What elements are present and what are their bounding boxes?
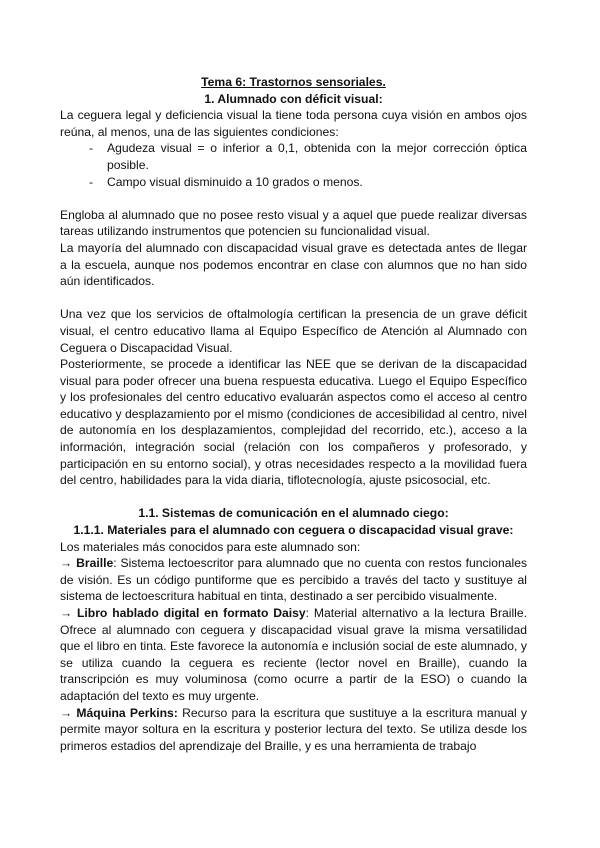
material-term: Máquina Perkins: <box>76 705 178 720</box>
list-item <box>60 174 527 191</box>
condition-text: Agudeza visual = o inferior a 0,1, obtenida con la mejor corrección óptica posible. <box>107 141 527 172</box>
intro-paragraph: La ceguera legal y deficiencia visual la tiene toda persona cuya visión en ambos ojos reúna, al menos, una de las siguientes condiciones: <box>60 108 527 139</box>
paragraph-posteriormente: Posteriormente, se procede a identificar las NEE que se derivan de la discapacidad visual para poder ofrecer una buena respuesta educativa. Luego el Equipo Específico y los profesionales del centro educativo evaluarán aspectos como el acceso al centro educativo y desplazamiento por el mismo (condiciones de accesibilidad al centro, nivel de autonomía en los desplazamientos, complejidad del recorrido, etc.), acceso a la información, integración social (relación con los compañeros y profesorado, y participación en su entorno social), y otras necesidades respecto a la movilidad fuera del centro, habilidades para la vida diaria, tiflotecnología, ajuste psicosocial, etc. <box>60 357 527 488</box>
material-braille: → Braille: Sistema lectoescritor para alumnado que no cuenta con restos funcionales de visión. Es un código puntiforme que es percibido a través del tacto y sustituye al sistema de lectoescritura habitual en tinta, destinado a ser percibido visualmente. <box>60 556 528 604</box>
material-desc: Material alternativo a la lectura Braille. Ofrece al alumnado con ceguera y discapacidad visual grave la misma versatilidad que el libro en tinta. Este favorece la autonomía e inclusión social de este alumnado, y se utiliza cuando la ceguera es reciente (lector novel en Braille), cuando la transcripción es muy voluminosa (como ocurre a partir de la ESO) o cuando la adaptación del texto es muy urgente. <box>60 606 527 703</box>
document-title: Tema 6: Trastornos sensoriales. <box>201 75 386 89</box>
section-heading-1-1-1: 1.1.1. Materiales para el alumnado con ceguera o discapacidad visual grave: <box>73 523 514 538</box>
section-heading-1: 1. Alumnado con déficit visual: <box>204 91 383 106</box>
paragraph-oftalmologia: Una vez que los servicios de oftalmología certifican la presencia de un grave déficit visual, el centro educativo llama al Equipo Específico de Atención al Alumnado con Ceguera o Discapacidad Visual. <box>60 307 527 355</box>
section-heading-1-1: 1.1. Sistemas de comunicación en el alumnado ciego: <box>138 506 449 521</box>
document-page <box>60 74 527 754</box>
materials-intro: Los materiales más conocidos para este alumnado son: <box>60 539 361 554</box>
arrow-icon: → <box>60 606 73 620</box>
dash-bullet: - <box>89 174 94 189</box>
conditions-list <box>60 140 527 190</box>
material-desc: Recurso para la escritura que sustituye a la escritura manual y permite mayor soltura en la escritura y posterior lectura del texto. Se utiliza desde los primeros estadios del aprendizaje del Braille, y es una herramienta de trabajo <box>60 705 527 753</box>
material-perkins <box>60 705 527 755</box>
arrow-icon: → <box>60 705 73 720</box>
paragraph-engloba: Engloba al alumnado que no posee resto visual y a aquel que puede realizar diversas tareas utilizando instrumentos que potencien su funcionalidad visual. <box>60 207 527 239</box>
list-item <box>60 140 527 173</box>
material-daisy: → Libro hablado digital en formato Daisy: Material alternativo a la lectura Braille. Ofrece al alumnado con ceguera y discapacidad visual grave la misma versatilidad que el libro en tinta. Este favorece la autonomía e inclusión social de este alumnado, y se utiliza cuando la ceguera es reciente (lector novel en Braille), cuando la transcripción es muy voluminosa (como ocurre a partir de la ESO) o cuando la adaptación del texto es muy urgente. <box>60 606 527 703</box>
arrow-icon: → <box>60 556 73 571</box>
material-term: Braille <box>76 556 114 571</box>
condition-text: Campo visual disminuido a 10 grados o menos. <box>107 174 363 189</box>
material-term: Libro hablado digital en formato Daisy <box>77 606 306 620</box>
dash-bullet: - <box>89 141 94 156</box>
paragraph-mayoria: La mayoría del alumnado con discapacidad visual grave es detectada antes de llegar a la escuela, aunque nos podemos encontrar en clase con alumnos que no han sido aún identificados. <box>60 240 527 289</box>
material-desc: Sistema lectoescritor para alumnado que no cuenta con restos funcionales de visión. Es un código puntiforme que es percibido a través del tacto y sustituye al sistema de lectoescritura habitual en tinta, destinado a ser percibido visualmente. <box>60 556 528 604</box>
